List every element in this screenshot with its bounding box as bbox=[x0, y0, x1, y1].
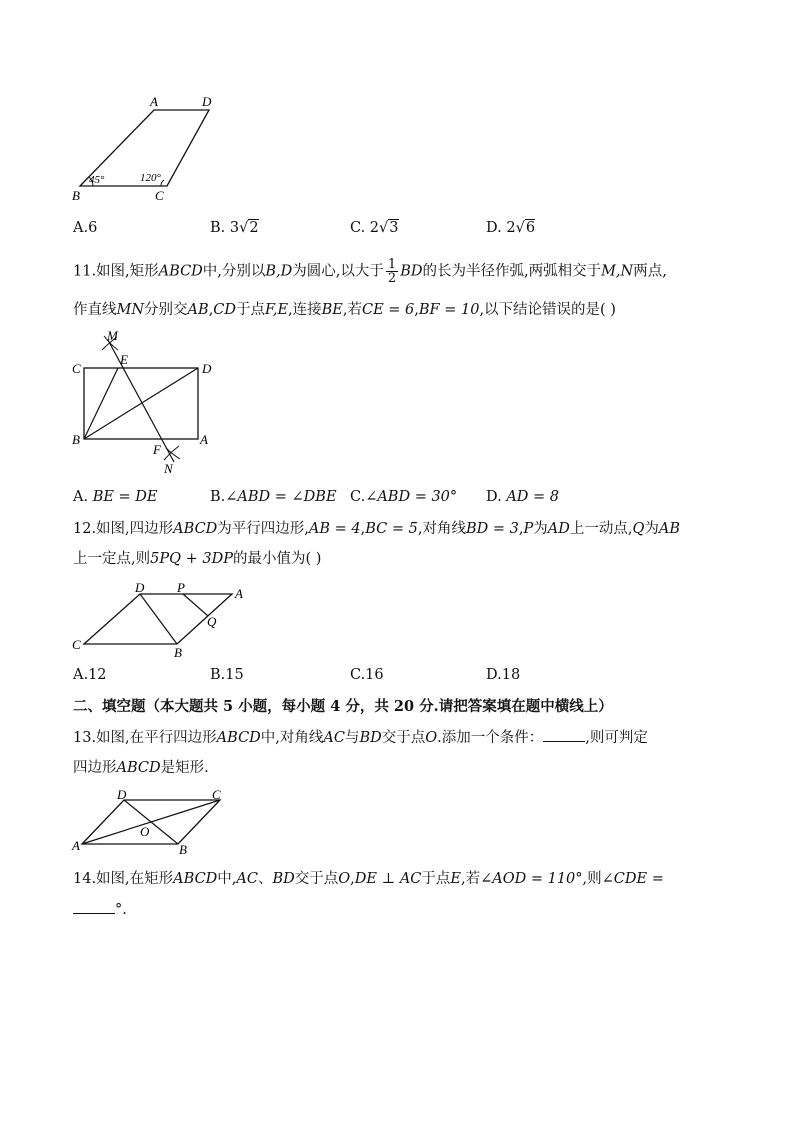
q14-text: 14.如图,在矩形 bbox=[73, 871, 174, 887]
q14-text: 中, bbox=[217, 871, 237, 887]
option-content: AD = 8 bbox=[506, 489, 560, 505]
q12-parallelogram-figure bbox=[66, 580, 256, 660]
q11-label-d: D bbox=[202, 361, 212, 376]
q13-label-c: C bbox=[212, 787, 221, 802]
q10-angle-c: 120° bbox=[140, 172, 161, 184]
q14-math: BD bbox=[272, 871, 295, 887]
q13-text: 是矩形. bbox=[160, 760, 209, 776]
q13-math: AC bbox=[323, 730, 345, 746]
q13-label-o: O bbox=[140, 824, 150, 839]
q14-answer-blank[interactable] bbox=[73, 899, 115, 914]
q14-math: DE ⊥ AC bbox=[354, 871, 422, 887]
q11-label-m: M bbox=[107, 328, 118, 343]
q11-text: 作直线 bbox=[73, 302, 117, 318]
q11-math: BD bbox=[400, 263, 423, 280]
q11-label-c: C bbox=[72, 361, 81, 376]
q11-text: 分别交 bbox=[144, 302, 188, 318]
q11-text: ,以下结论错误的是( ) bbox=[479, 302, 616, 318]
q14-math: ∠CDE = bbox=[601, 871, 664, 887]
q12-label-q: Q bbox=[207, 614, 217, 629]
q13-text: ,则可判定 bbox=[585, 730, 648, 746]
q11-text: ,若 bbox=[342, 302, 362, 318]
q10-label-b: B bbox=[72, 188, 80, 203]
q13-math: ABCD bbox=[116, 760, 161, 776]
q13-label-a: A bbox=[72, 838, 80, 853]
q12-text: 上一定点,则 bbox=[73, 551, 151, 567]
q12-text: , bbox=[518, 521, 524, 537]
q10-option-b-prefix: B. 3 bbox=[210, 220, 240, 236]
q12-line-2 bbox=[73, 549, 321, 569]
q11-text: , bbox=[208, 302, 214, 318]
sqrt-symbol: √ bbox=[515, 220, 525, 236]
q10-angle-b: 45° bbox=[89, 174, 105, 186]
option-prefix: D. bbox=[486, 489, 502, 505]
q12-text: 为平行四边形, bbox=[217, 521, 309, 537]
q10-option-b[interactable] bbox=[210, 220, 259, 236]
q11-line-2 bbox=[73, 300, 616, 320]
q11-label-e: E bbox=[120, 352, 128, 367]
q12-text: 12.如图,四边形 bbox=[73, 521, 174, 537]
q10-option-a[interactable]: A.6 bbox=[73, 220, 98, 236]
q12-math: BD = 3 bbox=[465, 521, 519, 537]
q11-math: CE = 6 bbox=[362, 302, 415, 318]
q10-option-c[interactable] bbox=[350, 220, 399, 236]
q14-text: ,若 bbox=[461, 871, 481, 887]
q10-option-d-prefix: D. 2 bbox=[486, 220, 516, 236]
q11-option-a[interactable] bbox=[73, 489, 158, 505]
q10-parallelogram-figure bbox=[66, 93, 226, 205]
q12-text: 为 bbox=[644, 521, 659, 537]
q11-text: 中,分别以 bbox=[202, 263, 266, 280]
q14-text: 交于点 bbox=[294, 871, 339, 887]
q12-option-c[interactable]: C.16 bbox=[350, 667, 384, 683]
q11-text: 的长为半径作弧,两弧相交于 bbox=[422, 263, 602, 280]
q11-option-b[interactable] bbox=[210, 489, 337, 505]
q11-label-b: B bbox=[72, 432, 80, 447]
q14-line-2 bbox=[73, 899, 127, 920]
q12-label-b: B bbox=[174, 645, 182, 660]
q13-parallelogram-figure bbox=[66, 786, 236, 858]
q12-math: Q bbox=[632, 521, 645, 537]
fraction-denominator: 2 bbox=[387, 271, 397, 286]
q14-text: °. bbox=[115, 902, 127, 918]
q10-option-d[interactable] bbox=[486, 220, 535, 236]
q11-math: M,N bbox=[601, 263, 634, 280]
q11-rectangle-figure bbox=[66, 328, 226, 478]
q13-math: O bbox=[425, 730, 438, 746]
q13-answer-blank[interactable] bbox=[543, 727, 585, 742]
q11-math: AB bbox=[187, 302, 209, 318]
option-prefix: B. bbox=[210, 489, 226, 505]
q12-text: 上一动点, bbox=[569, 521, 633, 537]
q10-option-b-radicand: 2 bbox=[249, 220, 259, 236]
q12-math: 5PQ + 3DP bbox=[150, 551, 233, 567]
q10-option-d-radicand: 6 bbox=[525, 220, 536, 236]
q14-math: AC bbox=[236, 871, 258, 887]
q11-text: , bbox=[414, 302, 419, 318]
q11-text: 两点, bbox=[633, 263, 667, 280]
q14-math: E bbox=[450, 871, 461, 887]
q11-label-n: N bbox=[164, 461, 173, 476]
q12-math: AB bbox=[658, 521, 680, 537]
q13-text: .添加一个条件： bbox=[437, 730, 544, 746]
q12-text: 为 bbox=[533, 521, 548, 537]
q10-option-c-prefix: C. 2 bbox=[350, 220, 380, 236]
q10-label-a: A bbox=[150, 94, 158, 109]
q12-label-p: P bbox=[177, 580, 185, 595]
q14-math: O bbox=[338, 871, 351, 887]
q12-label-a: A bbox=[235, 586, 243, 601]
q12-math: BC = 5 bbox=[365, 521, 418, 537]
q12-label-c: C bbox=[72, 637, 81, 652]
q12-text: , bbox=[360, 521, 366, 537]
q11-label-a: A bbox=[200, 432, 208, 447]
q11-math: BF = 10 bbox=[418, 302, 480, 318]
q11-text: 于点 bbox=[236, 302, 266, 318]
q11-text: ,连接 bbox=[288, 302, 322, 318]
q11-text: 为圆心,以大于 bbox=[292, 263, 384, 280]
q11-math: ABCD bbox=[158, 263, 203, 280]
q12-text: ,对角线 bbox=[417, 521, 466, 537]
q12-math: P bbox=[523, 521, 534, 537]
q11-line-1 bbox=[73, 258, 667, 285]
q12-option-b[interactable]: B.15 bbox=[210, 667, 244, 683]
q12-text: 的最小值为( ) bbox=[232, 551, 322, 567]
q13-text: 四边形 bbox=[73, 760, 117, 776]
q10-label-d: D bbox=[202, 94, 212, 109]
q12-math: AD bbox=[547, 521, 570, 537]
fraction-numerator: 1 bbox=[387, 257, 397, 272]
q14-text: , bbox=[350, 871, 355, 887]
sqrt-symbol: √ bbox=[379, 220, 389, 236]
q14-line-1 bbox=[73, 869, 664, 889]
q11-math: BE bbox=[321, 302, 343, 318]
q12-line-1 bbox=[73, 519, 680, 539]
q12-math: AB = 4 bbox=[308, 521, 361, 537]
option-prefix: C. bbox=[350, 489, 366, 505]
q14-text: 于点 bbox=[421, 871, 451, 887]
q12-label-d: D bbox=[135, 580, 145, 595]
q13-line-2 bbox=[73, 758, 209, 778]
q14-text: 、 bbox=[257, 871, 273, 887]
q11-math: MN bbox=[116, 302, 145, 318]
q12-option-a[interactable]: A.12 bbox=[73, 667, 107, 683]
q11-math: CD bbox=[213, 302, 237, 318]
sqrt-symbol: √ bbox=[239, 220, 249, 236]
option-content: ∠ABD = 30° bbox=[365, 489, 458, 505]
q14-text: ,则 bbox=[582, 871, 602, 887]
q12-math: ABCD bbox=[173, 521, 218, 537]
q13-text: 交于点 bbox=[381, 730, 426, 746]
option-prefix: A. bbox=[73, 489, 89, 505]
q11-option-d[interactable] bbox=[486, 489, 559, 505]
q14-math: ABCD bbox=[173, 871, 218, 887]
q11-math: B,D bbox=[265, 263, 293, 280]
q13-text: 与 bbox=[344, 730, 360, 746]
q13-math: BD bbox=[359, 730, 382, 746]
q12-option-d[interactable]: D.18 bbox=[486, 667, 521, 683]
q13-line-1 bbox=[73, 727, 648, 748]
q11-math: F,E bbox=[265, 302, 289, 318]
q11-label-f: F bbox=[153, 442, 161, 457]
q13-label-b: B bbox=[179, 842, 187, 857]
q13-text: 中,对角线 bbox=[260, 730, 324, 746]
q10-label-c: C bbox=[155, 188, 164, 203]
q11-text: 11.如图,矩形 bbox=[73, 263, 159, 280]
q11-fraction bbox=[386, 258, 398, 285]
section-heading: 二、填空题（本大题共 5 小题，每小题 4 分，共 20 分.请把答案填在题中横线上） bbox=[73, 698, 613, 715]
option-content: BE = DE bbox=[92, 489, 158, 505]
q13-label-d: D bbox=[117, 787, 127, 802]
option-content: ∠ABD = ∠DBE bbox=[225, 489, 337, 505]
q13-text: 13.如图,在平行四边形 bbox=[73, 730, 217, 746]
q14-math: ∠AOD = 110° bbox=[480, 871, 583, 887]
q11-option-c[interactable] bbox=[350, 489, 457, 505]
q10-option-c-radicand: 3 bbox=[389, 220, 399, 236]
q13-math: ABCD bbox=[216, 730, 261, 746]
